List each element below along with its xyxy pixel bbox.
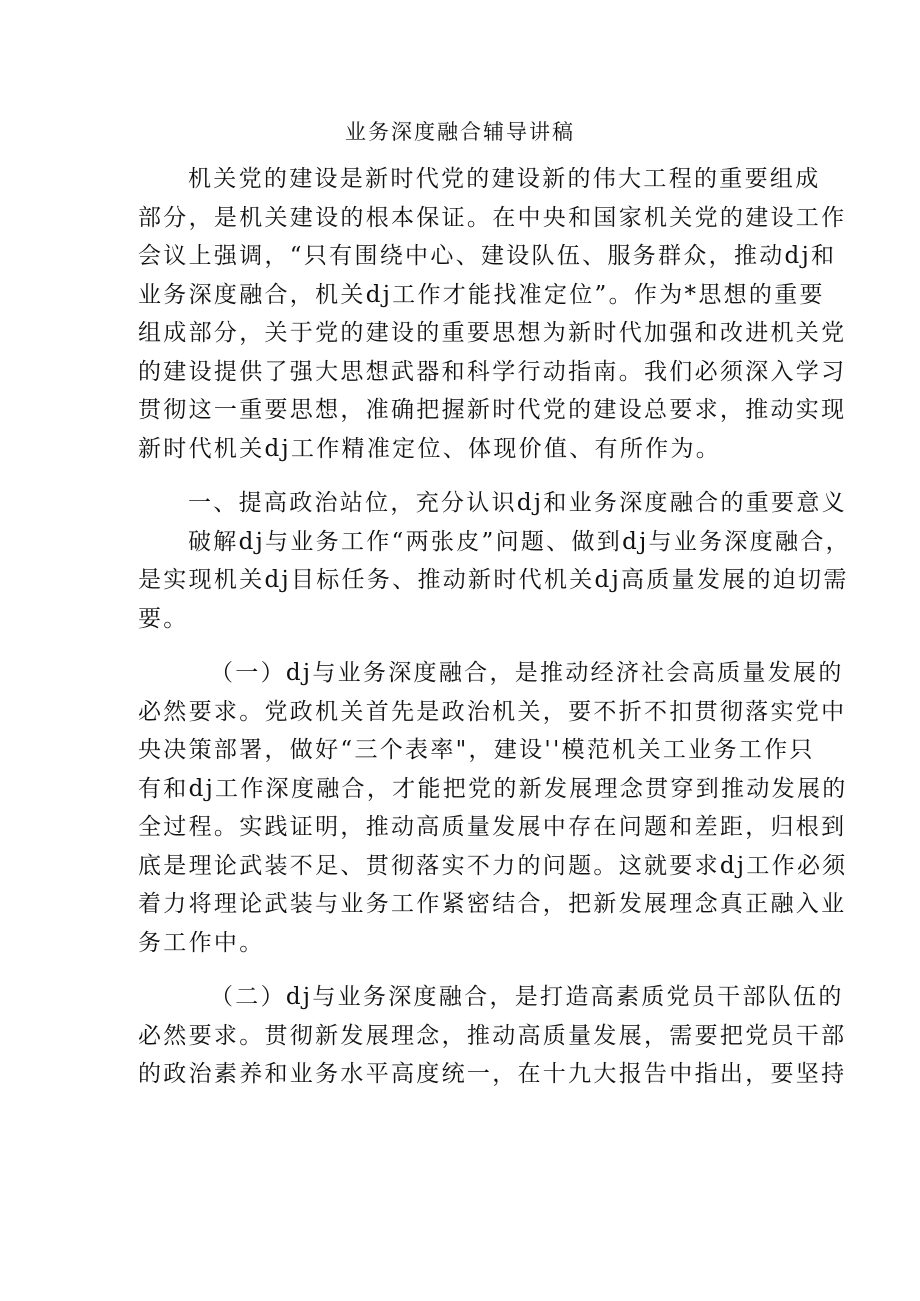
text-line: 着力将理论武装与业务工作紧密结合，把新发展理念真正融入业 [138,891,847,917]
text-line: 务工作中。 [138,929,265,956]
text-line: 部分，是机关建设的根本保证。在中央和国家机关党的建设工作 [138,204,847,231]
text-line: 破解dj与业务工作“两张皮”问题、做到dj与业务深度融合， [188,528,851,555]
document-title: 业务深度融合辅导讲稿 [345,120,575,144]
text-line: 的建设提供了强大思想武器和科学行动指南。我们必须深入学习 [138,358,847,385]
text-line: 全过程。实践证明，推动高质量发展中存在问题和差距，归根到 [138,814,847,840]
text-line: 的政治素养和业务水平高度统一，在十九大报告中指出，要坚持 [138,1061,847,1087]
text-line: 机关党的建设是新时代党的建设新的伟大工程的重要组成 [188,166,821,192]
text-line: 必然要求。贯彻新发展理念，推动高质量发展，需要把党员干部 [138,1022,847,1049]
paragraph-spacer [138,468,786,484]
text-line: 必然要求。党政机关首先是政治机关，要不折不扣贯彻落实党中 [138,698,847,725]
paragraph-section-1-intro [138,523,851,639]
text-line: 贯彻这一重要思想，准确把握新时代党的建设总要求，推动实现 [138,397,847,423]
paragraph-subsection-2 [138,978,847,1094]
text-line: （一）dj与业务深度融合，是推动经济社会高质量发展的 [210,660,844,686]
text-line: 新时代机关dj工作精准定位、体现价值、有所作为。 [138,435,722,462]
paragraph-spacer [138,638,786,654]
text-line: 组成部分，关于党的建设的重要思想为新时代加强和改进机关党 [138,320,847,346]
paragraph-intro [138,160,847,468]
text-line: 会议上强调，“只有围绕中心、建设队伍、服务群众，推动dj和 [138,243,837,269]
text-line: 是实现机关dj目标任务、推动新时代机关dj高质量发展的迫切需 [138,567,849,593]
text-line: 业务深度融合，机关dj工作才能找准定位”。作为*思想的重要 [138,281,825,308]
document-body [138,160,851,1094]
paragraph-subsection-1 [138,654,848,962]
text-line: （二）dj与业务深度融合，是打造高素质党员干部队伍的 [210,984,844,1010]
section-heading-1 [138,484,847,523]
text-line: 底是理论武装不足、贯彻落实不力的问题。这就要求dj工作必须 [138,852,848,879]
text-line: 有和dj工作深度融合，才能把党的新发展理念贯穿到推动发展的 [138,775,848,802]
paragraph-spacer [138,962,786,978]
text-line: 要。 [138,605,189,632]
heading-line: 一、提高政治站位，充分认识dj和业务深度融合的重要意义 [188,490,847,516]
text-line: 央决策部署，做好“三个表率"，建设''模范机关工业务工作只 [138,737,815,763]
